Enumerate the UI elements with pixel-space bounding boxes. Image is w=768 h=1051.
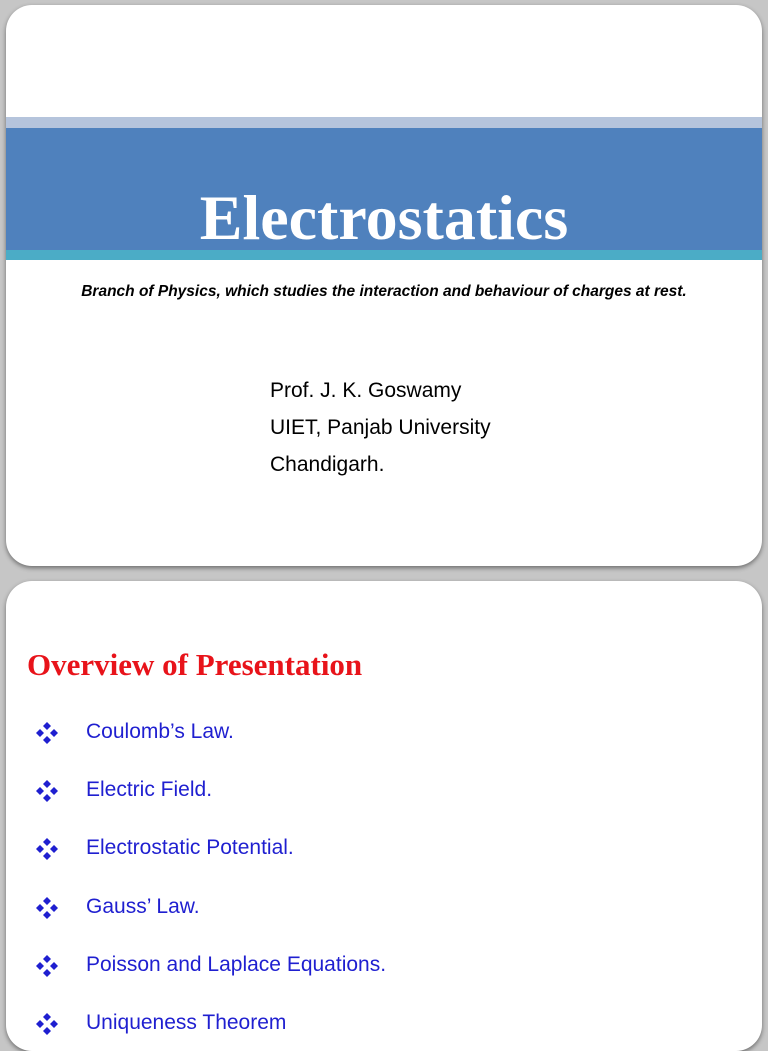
list-item [34,719,386,777]
diamond-bullet-icon [34,720,60,746]
list-item [34,1010,386,1051]
list-item [34,777,386,835]
author-city: Chandigarh. [270,453,385,476]
slide-subtitle: Branch of Physics, which studies the interaction and behaviour of charges at rest. [81,283,687,300]
list-item-label: Electrostatic Potential. [86,836,294,860]
list-item-label: Uniqueness Theorem [86,1010,287,1034]
author-institution: UIET, Panjab University [270,416,491,439]
overview-heading: Overview of Presentation [27,647,363,682]
overview-list [34,719,386,1051]
list-item-label: Poisson and Laplace Equations. [86,952,387,976]
diamond-bullet-icon [34,953,60,979]
list-item-label: Gauss’ Law. [86,894,200,918]
diamond-bullet-icon [34,836,60,862]
list-item [34,894,386,952]
diamond-bullet-icon [34,895,60,921]
list-item-label: Coulomb’s Law. [86,720,234,743]
diamond-bullet-icon [34,778,60,804]
title-band-top-stripe [6,117,762,128]
title-slide [6,5,762,566]
author-name: Prof. J. K. Goswamy [270,379,462,402]
overview-slide [6,581,762,1051]
list-item [34,952,386,1010]
slide-title: Electrostatics [199,182,569,253]
list-item-label: Electric Field. [86,778,213,802]
list-item [34,835,386,893]
author-block [270,372,491,483]
